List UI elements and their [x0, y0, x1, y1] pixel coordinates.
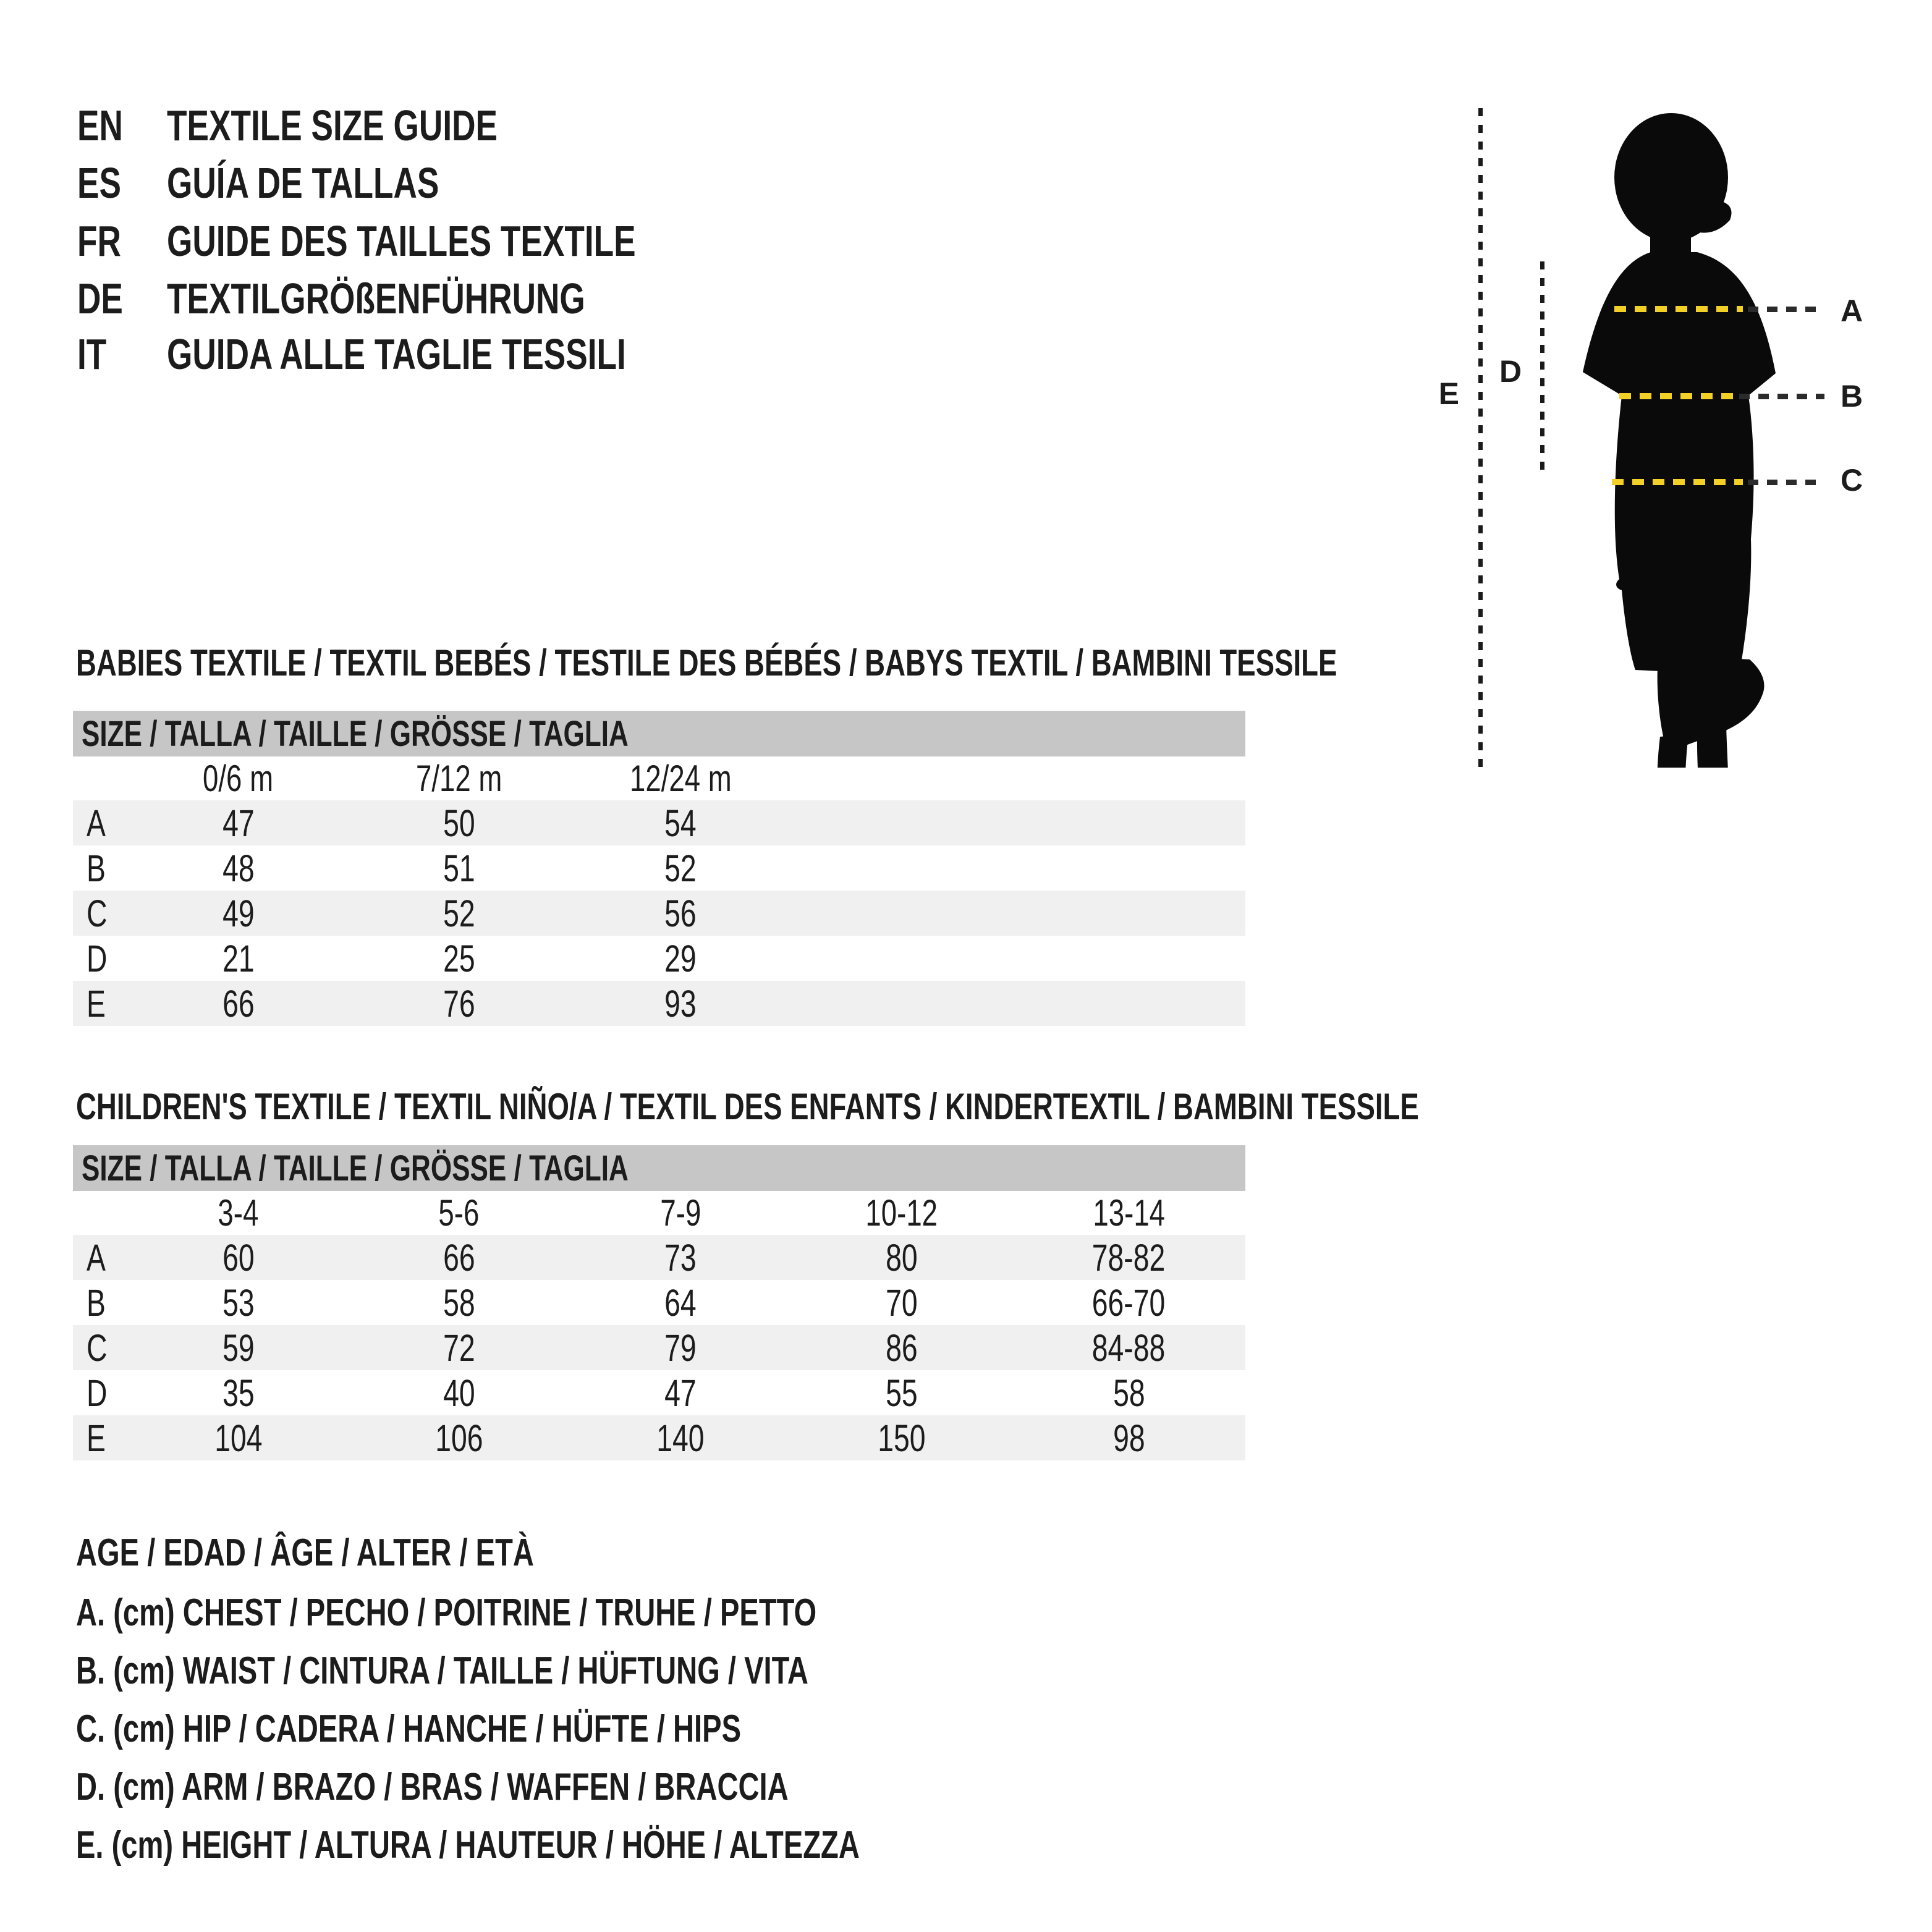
legend-line-waist: B. (cm) WAIST / CINTURA / TAILLE / HÜFTUNG / VITA: [76, 1650, 808, 1692]
cell-value: 52: [664, 847, 697, 889]
cell-value: 50: [443, 802, 475, 844]
cell-value: 56: [664, 892, 697, 934]
table-row: [73, 1280, 1245, 1325]
waist-measure-dash-yellow: [1619, 393, 1734, 399]
language-title: TEXTILGRÖßENFÜHRUNG: [167, 274, 585, 323]
cell-value: 104: [214, 1417, 263, 1459]
cell-value: 70: [886, 1281, 918, 1324]
language-row: [77, 152, 439, 214]
legend-line-hip: C. (cm) HIP / CADERA / HANCHE / HÜFTE / HIPS: [76, 1708, 742, 1750]
figure-label-height-e: E: [1438, 376, 1459, 411]
cell-value: 35: [222, 1371, 255, 1414]
figure-label-waist-b: B: [1841, 379, 1863, 413]
table-row: [73, 1325, 1245, 1370]
figure-label-chest-a: A: [1841, 294, 1863, 328]
language-code: ES: [77, 159, 121, 207]
cell-value: 93: [664, 982, 697, 1025]
children-section-title: CHILDREN'S TEXTILE / TEXTIL NIÑO/A / TEXTIL DES ENFANTS / KINDERTEXTIL / BAMBINI TESSILE: [76, 1086, 1419, 1127]
language-row: [77, 268, 585, 329]
size-header-band: SIZE / TALLA / TAILLE / GRÖSSE / TAGLIA: [73, 711, 1245, 756]
hip-measure-dash-yellow: [1612, 479, 1743, 485]
cell-value: 29: [664, 937, 697, 980]
cell-value: 66: [443, 1236, 475, 1279]
column-header: 7-9: [660, 1192, 701, 1234]
cell-value: 76: [443, 982, 475, 1025]
cell-value: 52: [443, 892, 475, 934]
row-label: B: [87, 847, 106, 889]
children-size-table: [73, 1145, 1245, 1460]
column-header: 10-12: [865, 1192, 938, 1234]
language-code: FR: [77, 217, 121, 265]
table-row: [73, 1235, 1245, 1280]
cell-value: 25: [443, 937, 475, 980]
cell-value: 53: [222, 1281, 255, 1324]
table-row: [73, 936, 1245, 981]
cell-value: 47: [664, 1371, 697, 1414]
babies-section-title: BABIES TEXTILE / TEXTIL BEBÉS / TESTILE DES BÉBÉS / BABYS TEXTIL / BAMBINI TESSILE: [76, 642, 1337, 684]
cell-value: 73: [664, 1236, 697, 1279]
row-label: A: [87, 1236, 106, 1279]
table-row: [73, 891, 1245, 936]
arm-measure-line-d: [1540, 261, 1544, 471]
language-row: [77, 323, 626, 385]
legend-line-height: E. (cm) HEIGHT / ALTURA / HAUTEUR / HÖHE / ALTEZZA: [76, 1824, 860, 1866]
size-header-band: SIZE / TALLA / TAILLE / GRÖSSE / TAGLIA: [73, 1145, 1245, 1191]
row-label: D: [87, 937, 108, 980]
language-code: IT: [77, 330, 107, 378]
table-row: [73, 845, 1245, 891]
cell-value: 55: [886, 1371, 918, 1414]
cell-value: 51: [443, 847, 475, 889]
cell-value: 64: [664, 1281, 697, 1324]
silhouette-shirt: [1583, 252, 1776, 675]
column-header: 5-6: [438, 1192, 480, 1234]
column-header: 7/12 m: [415, 758, 502, 799]
cell-value: 80: [886, 1236, 918, 1279]
language-title: GUIDE DES TAILLES TEXTILE: [167, 217, 636, 265]
waist-measure-dash-dark: [1739, 394, 1824, 399]
chest-measure-dash-dark: [1748, 307, 1824, 312]
cell-value: 48: [222, 847, 255, 889]
silhouette-right-leg: [1697, 724, 1731, 768]
cell-value: 72: [443, 1326, 475, 1369]
column-header: 12/24 m: [629, 758, 732, 799]
hip-measure-dash-dark: [1748, 480, 1824, 485]
row-label: D: [87, 1371, 108, 1414]
cell-value: 21: [222, 937, 255, 980]
cell-value: 79: [664, 1326, 697, 1369]
cell-value: 84-88: [1092, 1326, 1166, 1369]
figure-label-hip-c: C: [1841, 463, 1863, 498]
column-header-row: [73, 756, 1245, 800]
column-header: 3-4: [218, 1192, 259, 1234]
cell-value: 59: [222, 1326, 255, 1369]
language-title: GUÍA DE TALLAS: [167, 159, 439, 207]
row-label: B: [87, 1281, 106, 1324]
legend-line-arm: D. (cm) ARM / BRAZO / BRAS / WAFFEN / BRACCIA: [76, 1766, 789, 1808]
cell-value: 47: [222, 802, 255, 844]
language-title: GUIDA ALLE TAGLIE TESSILI: [167, 330, 626, 378]
legend-line-chest: A. (cm) CHEST / PECHO / POITRINE / TRUHE / PETTO: [76, 1591, 817, 1634]
cell-value: 86: [886, 1326, 918, 1369]
row-label: C: [87, 1326, 108, 1369]
language-title: TEXTILE SIZE GUIDE: [167, 101, 498, 150]
cell-value: 66-70: [1092, 1281, 1166, 1324]
babies-size-table: [73, 711, 1245, 1026]
cell-value: 66: [222, 982, 255, 1025]
cell-value: 150: [878, 1417, 926, 1459]
cell-value: 58: [1112, 1371, 1145, 1414]
cell-value: 54: [664, 802, 697, 844]
cell-value: 40: [443, 1371, 475, 1414]
table-row: [73, 800, 1245, 845]
language-code: EN: [77, 101, 123, 150]
row-label: E: [87, 982, 106, 1025]
cell-value: 78-82: [1092, 1236, 1166, 1279]
column-header-row: [73, 1191, 1245, 1235]
cell-value: 140: [656, 1417, 705, 1459]
figure-label-arm-d: D: [1499, 354, 1522, 389]
column-header: 0/6 m: [203, 758, 274, 799]
row-label: C: [87, 892, 108, 934]
legend-line-age: AGE / EDAD / ÂGE / ALTER / ETÀ: [76, 1532, 534, 1574]
table-row: [73, 1415, 1245, 1460]
chest-measure-dash-yellow: [1614, 306, 1743, 312]
language-row: [77, 95, 498, 156]
table-row: [73, 1370, 1245, 1415]
row-label: E: [87, 1417, 106, 1459]
cell-value: 49: [222, 892, 255, 934]
table-row: [73, 981, 1245, 1026]
language-code: DE: [77, 274, 123, 323]
cell-value: 106: [434, 1417, 483, 1459]
cell-value: 60: [222, 1236, 255, 1279]
cell-value: 58: [443, 1281, 475, 1324]
silhouette-left-leg: [1654, 734, 1688, 768]
column-header: 13-14: [1093, 1192, 1165, 1234]
cell-value: 98: [1112, 1417, 1145, 1459]
language-row: [77, 210, 636, 272]
row-label: A: [87, 802, 106, 844]
